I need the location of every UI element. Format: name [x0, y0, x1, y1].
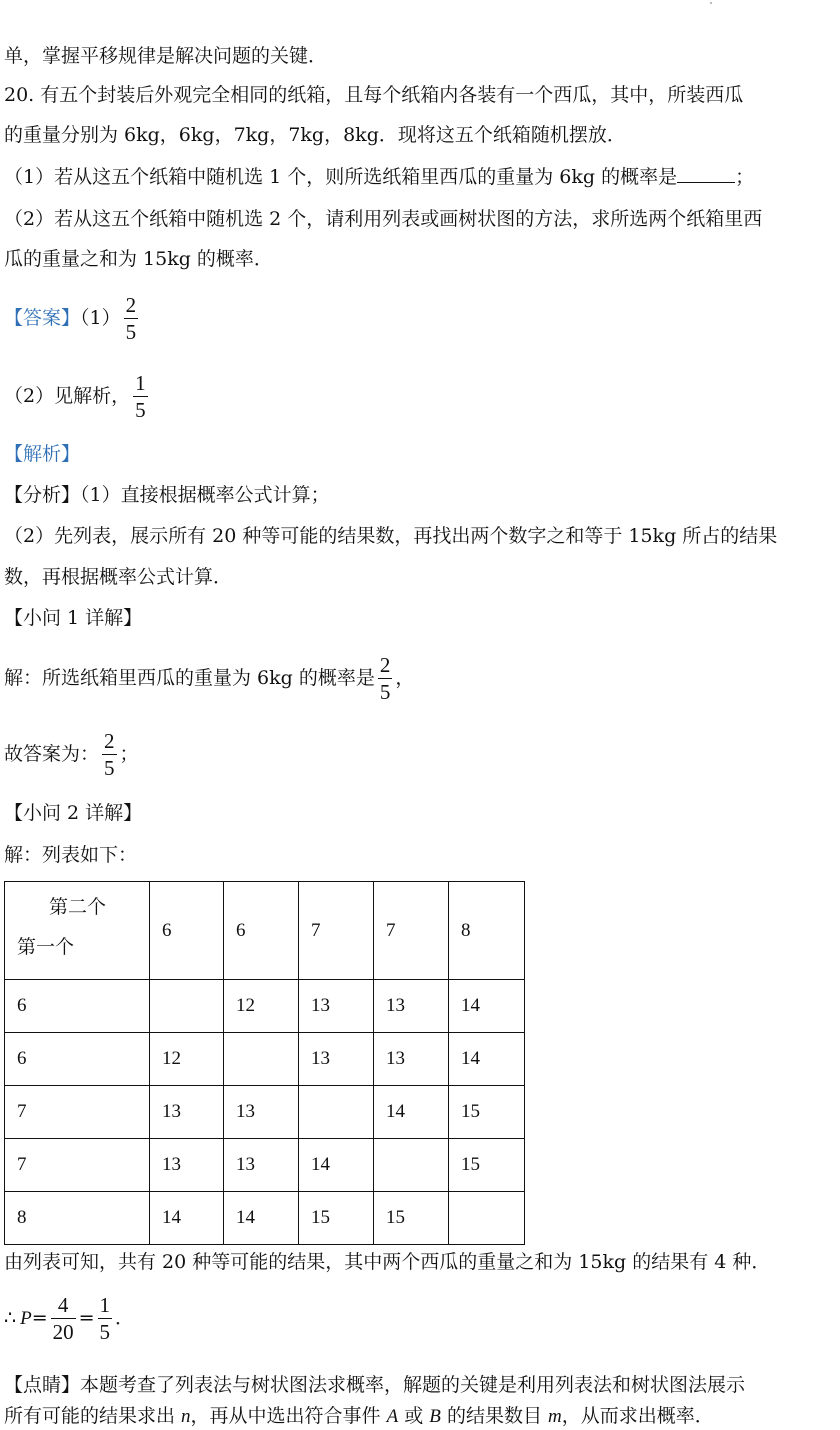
table-cell: 14: [224, 1192, 299, 1245]
fraction-numerator: 2: [104, 729, 115, 753]
fraction-denominator: 5: [104, 756, 115, 780]
review-text-d: 的结果数目: [440, 1405, 548, 1427]
column-header: 7: [299, 882, 374, 980]
analysis-tag: 【解析】: [4, 443, 81, 465]
table-cell: [224, 1033, 299, 1086]
analysis-line-1: 【分析】（1）直接根据概率公式计算；: [4, 484, 330, 506]
review-line-1: 【点睛】本题考查了列表法与树状图法求概率，解题的关键是利用列表法和树状图法展示: [4, 1374, 746, 1396]
row-header: 6: [5, 980, 150, 1033]
table-row: [5, 1192, 525, 1245]
review-text-c: 或: [398, 1405, 430, 1427]
review-text-e: ，从而求出概率．: [561, 1405, 714, 1427]
table-row: [5, 980, 525, 1033]
q1-answer-suffix: ；: [119, 743, 139, 765]
q1-solution-suffix: ，: [395, 667, 415, 689]
table-cell: 13: [374, 1033, 449, 1086]
answer-line-1: [4, 290, 141, 346]
fraction-denominator: 5: [135, 398, 146, 422]
q2-detail-title: 【小问 2 详解】: [4, 802, 143, 824]
answer-part1-label: （1）: [80, 307, 121, 329]
table-cell: 14: [150, 1192, 224, 1245]
q1-answer-fraction: [102, 731, 117, 779]
fraction-numerator: 1: [135, 371, 146, 395]
fraction-denominator: 5: [379, 680, 391, 704]
q1-solution-text: 解：所选纸箱里西瓜的重量为 6kg 的概率是: [4, 667, 375, 689]
fraction-numerator: 2: [379, 653, 391, 677]
column-header: 6: [224, 882, 299, 980]
row-header: 8: [5, 1192, 150, 1245]
table-cell: 14: [299, 1139, 374, 1192]
question-line-2: 的重量分别为 6kg，6kg，7kg，7kg，8kg．现将这五个纸箱随机摆放．: [4, 124, 626, 146]
table-conclusion: 由列表可知，共有 20 种等可能的结果，其中两个西瓜的重量之和为 15kg 的结果有 4 种．: [4, 1251, 771, 1273]
table-cell: 15: [374, 1192, 449, 1245]
equals-sign: =: [31, 1307, 48, 1329]
table-cell: 13: [224, 1139, 299, 1192]
fraction-numerator: 1: [99, 1293, 111, 1317]
answer-tag: 【答案】: [4, 307, 81, 329]
table-cell: [150, 980, 224, 1033]
fraction-one-fifth: [98, 1295, 113, 1343]
column-header: 6: [150, 882, 224, 980]
table-cell: [374, 1139, 449, 1192]
q1-answer: [4, 726, 139, 782]
corner-labels: [5, 882, 149, 979]
equals-sign: =: [78, 1307, 95, 1329]
table-row: [5, 1086, 525, 1139]
column-header: 7: [374, 882, 449, 980]
q1-solution: [4, 650, 414, 706]
review-text-a: 所有可能的结果求出: [4, 1405, 182, 1427]
probability-variable: P: [20, 1308, 32, 1329]
probability-equation: [4, 1290, 134, 1347]
table-cell: 13: [299, 1033, 374, 1086]
table-cell: 13: [150, 1086, 224, 1139]
table-cell: 13: [374, 980, 449, 1033]
var-a: A: [386, 1406, 399, 1427]
header-second-label: 第二个: [49, 896, 107, 918]
fraction-numerator: 4: [57, 1293, 69, 1317]
question-part1: [4, 164, 754, 190]
table-cell: 12: [224, 980, 299, 1033]
table-cell: 15: [299, 1192, 374, 1245]
q1-solution-fraction: [378, 655, 393, 703]
analysis-line-3: 数，再根据概率公式计算．: [4, 566, 233, 588]
q2-table-intro: 解：列表如下：: [4, 844, 138, 866]
scan-speck: [710, 2, 712, 4]
question-part2-line-1: （2）若从这五个纸箱中随机选 2 个，请利用列表或画树状图的方法，求所选两个纸箱里西: [4, 208, 763, 230]
answer-blank: [677, 164, 735, 183]
var-n: n: [181, 1406, 191, 1427]
row-header: 7: [5, 1086, 150, 1139]
header-first-label: 第一个: [17, 936, 75, 958]
fraction-denominator: 5: [99, 1320, 111, 1344]
intro-line: 单，掌握平移规律是解决问题的关键．: [4, 45, 328, 67]
table-cell: 14: [449, 980, 525, 1033]
table-cell: 13: [299, 980, 374, 1033]
fraction-numerator: 2: [125, 293, 137, 317]
var-m: m: [548, 1406, 562, 1427]
fraction-four-twentieths: [51, 1295, 76, 1343]
answer-line-2: [4, 368, 151, 424]
question-part1-text: （1）若从这五个纸箱中随机选 1 个，则所选纸箱里西瓜的重量为 6kg 的概率是: [4, 166, 678, 188]
row-header: 7: [5, 1139, 150, 1192]
question-part1-suffix: ；: [735, 166, 755, 188]
answer-part1-fraction: [124, 295, 139, 343]
var-b: B: [429, 1406, 441, 1427]
table-cell: [449, 1192, 525, 1245]
answer-part2-fraction: [133, 373, 148, 421]
fraction-denominator: 5: [125, 320, 137, 344]
table-row: [5, 1139, 525, 1192]
q1-detail-title: 【小问 1 详解】: [4, 607, 143, 629]
table-cell: [299, 1086, 374, 1139]
analysis-line-2: （2）先列表，展示所有 20 种等可能的结果数，再找出两个数字之和等于 15kg 所占的结果: [4, 525, 778, 547]
table-row: [5, 1033, 525, 1086]
fraction-denominator: 20: [52, 1320, 74, 1344]
table-cell: 15: [449, 1086, 525, 1139]
table-header-row: [5, 882, 525, 980]
question-part2-line-2: 瓜的重量之和为 15kg 的概率．: [4, 248, 273, 270]
table-cell: 14: [449, 1033, 525, 1086]
review-text-b: ，再从中选出符合事件: [190, 1405, 387, 1427]
table-cell: 13: [150, 1139, 224, 1192]
table-cell: 13: [224, 1086, 299, 1139]
equation-end: ．: [115, 1307, 135, 1329]
q1-answer-text: 故答案为：: [4, 743, 100, 765]
row-header: 6: [5, 1033, 150, 1086]
table-cell: 12: [150, 1033, 224, 1086]
answer-part2-label: （2）见解析，: [4, 385, 131, 407]
table-corner-cell: [5, 882, 150, 980]
column-header: 8: [449, 882, 525, 980]
question-line-1: 20. 有五个封装后外观完全相同的纸箱，且每个纸箱内各装有一个西瓜，其中，所装西瓜: [4, 84, 744, 106]
table-cell: 14: [374, 1086, 449, 1139]
sum-table: [4, 881, 525, 1245]
table-cell: 15: [449, 1139, 525, 1192]
therefore-symbol: ∴: [4, 1307, 17, 1329]
